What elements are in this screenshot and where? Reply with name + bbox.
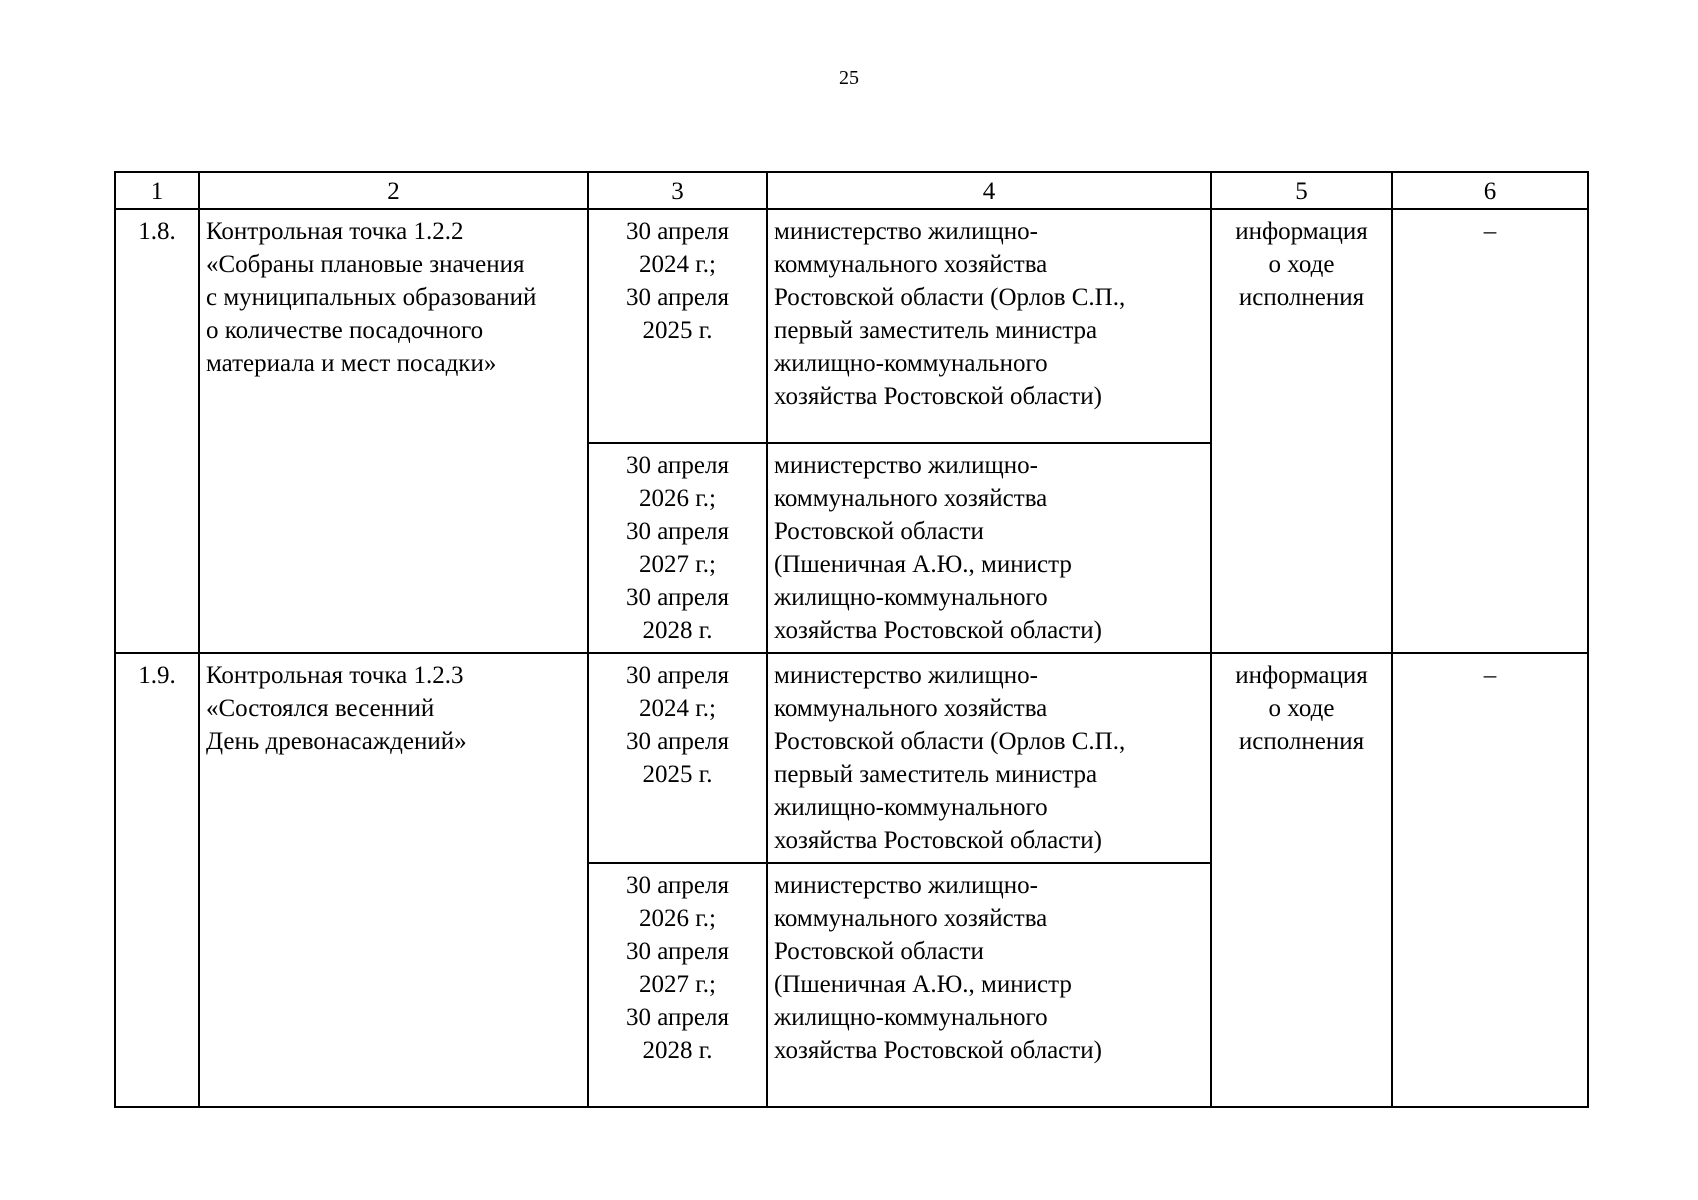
row-number-cell: 1.9. <box>115 653 199 1107</box>
document-type-cell: информация о ходе исполнения <box>1211 653 1392 1107</box>
deadline-cell: 30 апреля 2024 г.; 30 апреля 2025 г. <box>588 653 767 863</box>
row-number-cell: 1.8. <box>115 209 199 653</box>
column-header-3: 3 <box>588 172 767 209</box>
header-row <box>115 172 1588 209</box>
deadline-cell: 30 апреля 2026 г.; 30 апреля 2027 г.; 30 апреля 2028 г. <box>588 443 767 653</box>
control-point-name-cell: Контрольная точка 1.2.2 «Собраны плановые значения с муниципальных образований о количестве посадочного материала и мест посадки» <box>199 209 588 653</box>
deadline-cell: 30 апреля 2026 г.; 30 апреля 2027 г.; 30 апреля 2028 г. <box>588 863 767 1107</box>
column-header-6: 6 <box>1392 172 1588 209</box>
responsible-cell: министерство жилищно- коммунального хозяйства Ростовской области (Орлов С.П., первый заместитель министра жилищно-коммунального хозяйства Ростовской области) <box>767 653 1211 863</box>
deadline-cell: 30 апреля 2024 г.; 30 апреля 2025 г. <box>588 209 767 443</box>
page-number: 25 <box>839 67 859 89</box>
control-point-name-cell: Контрольная точка 1.2.3 «Состоялся весенний День древонасаждений» <box>199 653 588 1107</box>
responsible-cell: министерство жилищно- коммунального хозяйства Ростовской области (Пшеничная А.Ю., министр жилищно-коммунального хозяйства Ростовской области) <box>767 863 1211 1107</box>
responsible-cell: министерство жилищно- коммунального хозяйства Ростовской области (Пшеничная А.Ю., министр жилищно-коммунального хозяйства Ростовской области) <box>767 443 1211 653</box>
info-system-cell: – <box>1392 209 1588 653</box>
document-type-cell: информация о ходе исполнения <box>1211 209 1392 653</box>
column-header-2: 2 <box>199 172 588 209</box>
table-row <box>115 653 1588 863</box>
column-header-5: 5 <box>1211 172 1392 209</box>
table-row <box>115 209 1588 443</box>
info-system-cell: – <box>1392 653 1588 1107</box>
column-header-4: 4 <box>767 172 1211 209</box>
responsible-cell: министерство жилищно- коммунального хозяйства Ростовской области (Орлов С.П., первый заместитель министра жилищно-коммунального хозяйства Ростовской области) <box>767 209 1211 443</box>
column-header-1: 1 <box>115 172 199 209</box>
control-points-table <box>114 171 1589 1108</box>
